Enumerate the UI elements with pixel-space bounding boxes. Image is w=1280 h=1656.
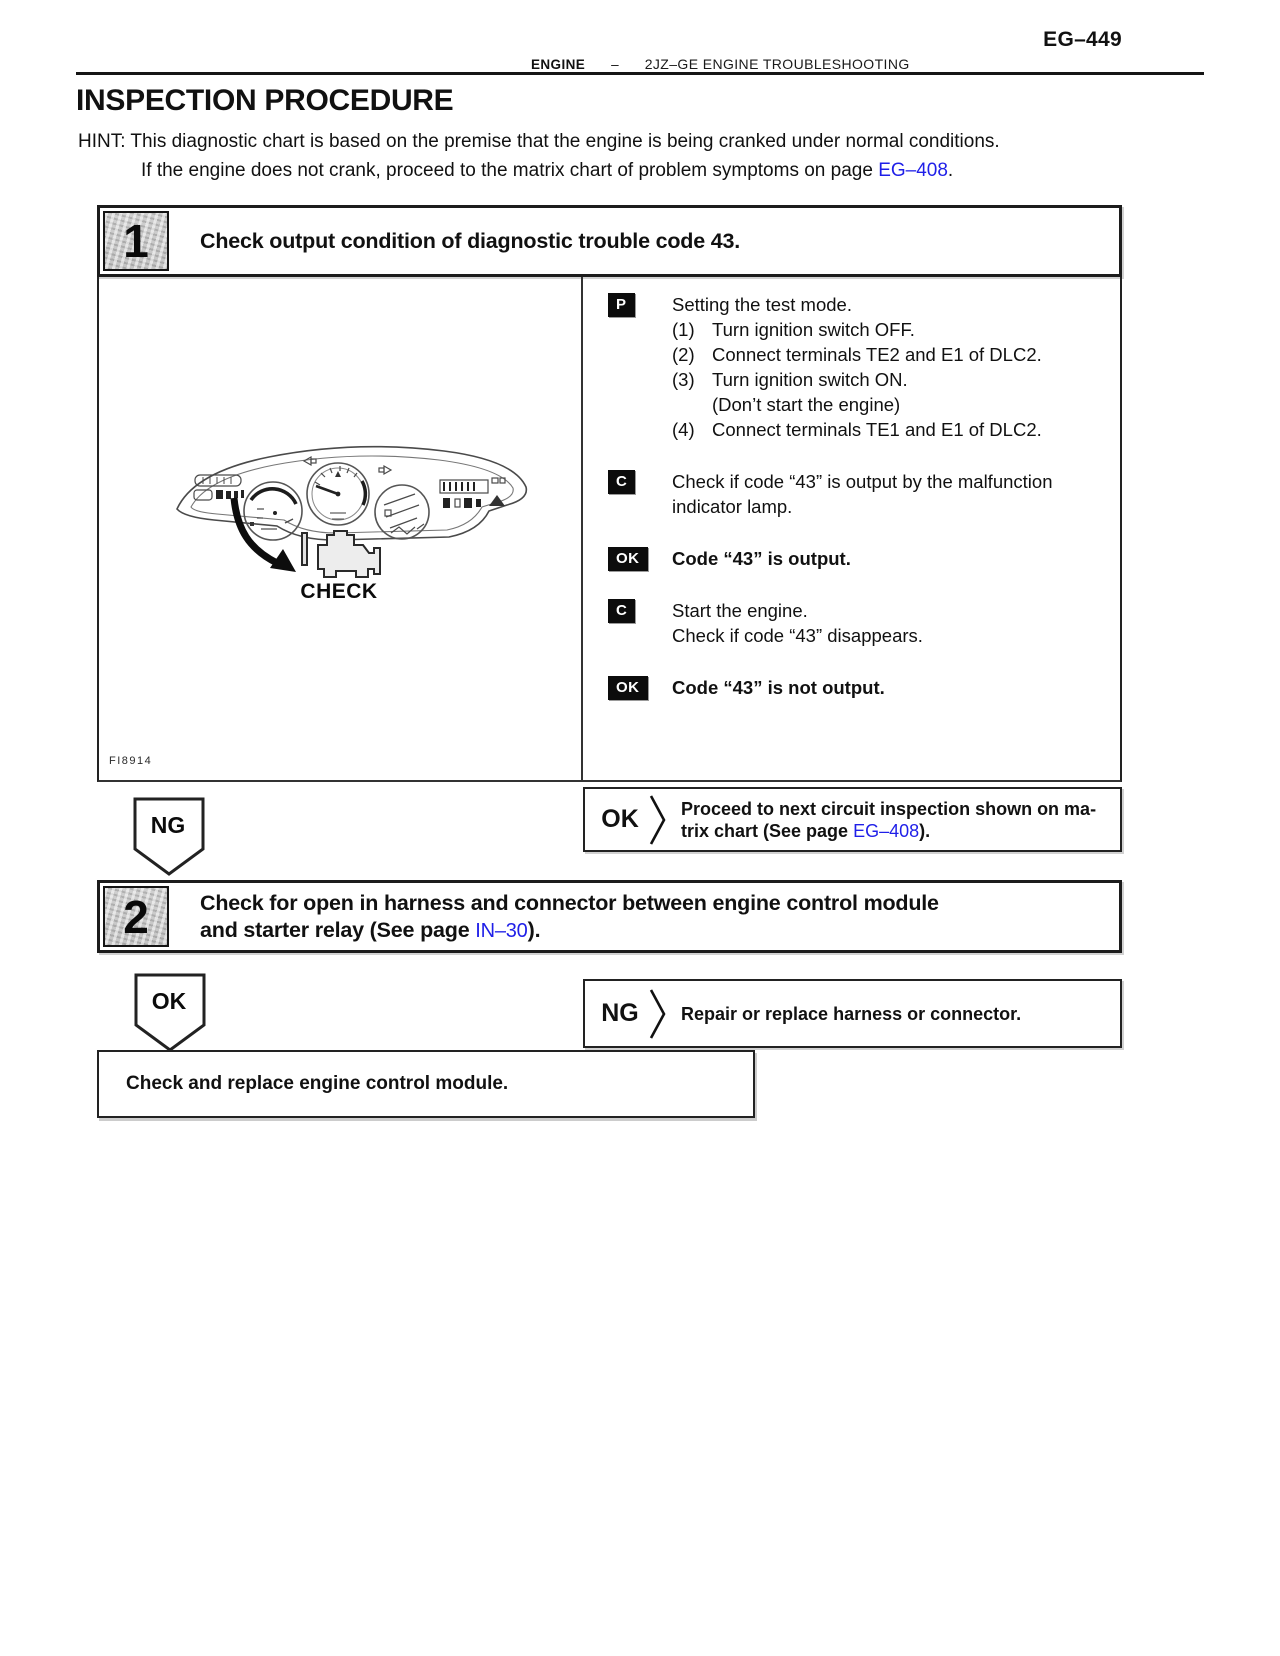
ok-badge: OK: [608, 676, 648, 700]
ng-connector-label: NG: [150, 812, 186, 838]
page-title: INSPECTION PROCEDURE: [76, 84, 454, 117]
running-header-title: 2JZ–GE ENGINE TROUBLESHOOTING: [644, 56, 910, 72]
check-step-2-line2: Check if code “43” disappears.: [672, 625, 923, 646]
step2-page-link-in30[interactable]: IN–30: [475, 920, 528, 942]
running-header-separator: –: [611, 57, 619, 72]
ok-condition-1: [608, 546, 1114, 571]
ok-result-line1: Proceed to next circuit inspection shown on ma-: [681, 798, 1097, 819]
prepare-item: (Don’t start the engine): [712, 394, 901, 415]
hint-page-link-eg408[interactable]: EG–408: [878, 160, 948, 181]
step1-title: Check output condition of diagnostic trouble code 43.: [200, 228, 741, 253]
hint-line1: HINT: This diagnostic chart is based on the premise that the engine is being cranked under normal conditions.: [78, 131, 1000, 152]
final-action-text: Check and replace engine control module.: [126, 1073, 509, 1094]
ok-connector-label: OK: [151, 988, 187, 1014]
check-step-1: [608, 469, 1114, 519]
check-badge: C: [608, 470, 635, 494]
step2-number-badge: 2: [103, 886, 169, 947]
ok-condition-1-text: Code “43” is output.: [672, 548, 851, 569]
step1-body: [97, 277, 1122, 782]
ok-result-label: OK: [601, 805, 639, 833]
check-step-2: [608, 598, 1114, 648]
check-badge: C: [608, 599, 635, 623]
prepare-intro: Setting the test mode.: [672, 294, 852, 315]
step2-header-box: [97, 880, 1122, 953]
step1-ng-connector: [133, 797, 205, 877]
figure-code: FI8914: [109, 755, 153, 767]
step2-title-line2: and starter relay (See page IN–30).: [200, 918, 541, 942]
ng-result-label: NG: [601, 999, 639, 1027]
check-step-2-line1: Start the engine.: [672, 600, 808, 621]
ng-result-text: Repair or replace harness or connector.: [681, 1003, 1022, 1024]
running-header: [531, 56, 910, 72]
ok-condition-2-text: Code “43” is not output.: [672, 677, 885, 698]
running-header-section: ENGINE: [531, 57, 586, 72]
final-action-box: [97, 1050, 755, 1118]
step1-ok-result-box: [583, 787, 1122, 852]
header-rule: [76, 72, 1204, 75]
step2-title-line1: Check for open in harness and connector between engine control module: [200, 891, 939, 915]
ok-result-line2: trix chart (See page EG–408).: [681, 820, 931, 841]
result-chevron-icon: [649, 795, 667, 845]
step1-number-badge: 1: [103, 211, 169, 271]
prepare-badge: P: [608, 293, 635, 317]
check-step-1-text: Check if code “43” is output by the malfunction indicator lamp.: [672, 471, 1053, 517]
result-page-link-eg408[interactable]: EG–408: [853, 820, 920, 841]
figure-panel: [99, 277, 583, 780]
procedure-panel: [585, 277, 1120, 780]
hint-line2-suffix: .: [947, 160, 954, 181]
hint-line2-text: If the engine does not crank, proceed to the matrix chart of problem symptoms on page: [141, 160, 879, 181]
prepare-step: [608, 292, 1114, 442]
prepare-item: (4) Connect terminals TE1 and E1 of DLC2.: [672, 419, 1042, 440]
step2-ng-result-box: [583, 979, 1122, 1048]
check-lamp-label: CHECK: [300, 580, 378, 603]
ok-condition-2: [608, 675, 1114, 700]
instrument-cluster-illustration: [99, 277, 583, 780]
cluster-outline: [177, 447, 526, 540]
prepare-item: (2) Connect terminals TE2 and E1 of DLC2.: [672, 344, 1042, 365]
step2-ok-connector: [134, 973, 206, 1053]
result-chevron-icon: [649, 989, 667, 1039]
prepare-item: (1) Turn ignition switch OFF.: [672, 319, 915, 340]
hint-line2: [141, 160, 953, 182]
ok-badge: OK: [608, 547, 648, 571]
prepare-item: (3) Turn ignition switch ON.: [672, 369, 908, 390]
step1-header-box: [97, 205, 1122, 277]
page-number: EG–449: [1043, 28, 1122, 51]
